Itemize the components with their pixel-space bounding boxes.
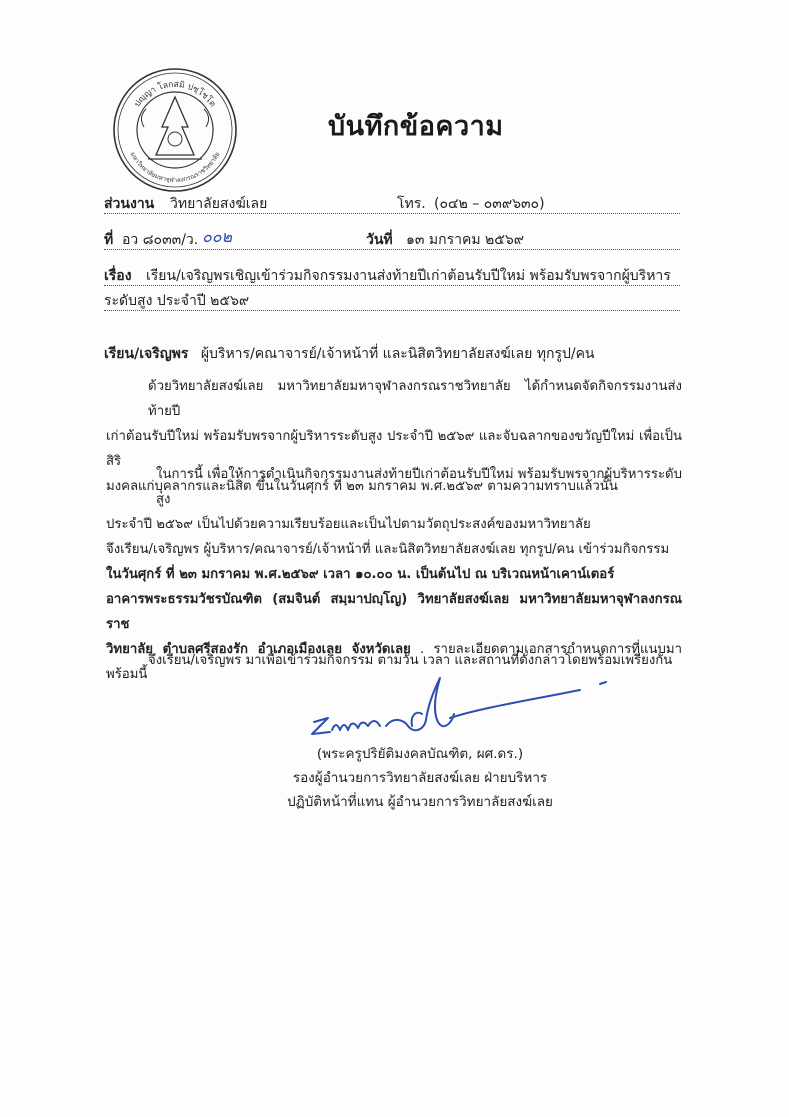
phone-label: โทร. (397, 196, 426, 212)
signatory-position: รองผู้อำนวยการวิทยาลัยสงฆ์เลย ฝ่ายบริหาร (292, 770, 548, 786)
date-value: ๑๓ มกราคม ๒๕๖๙ (406, 232, 525, 248)
department-row (104, 193, 680, 214)
location-text: วิทยาลัย ตำบลศรีสองรัก อำเภอเมืองเลย จังหวัดเลย (106, 642, 411, 657)
para1-line: ด้วยวิทยาลัยสงฆ์เลย มหาวิทยาลัยมหาจุฬาลงกรณราชวิทยาลัย ได้กำหนดจัดกิจกรรมงานส่งท้ายปี (148, 379, 682, 419)
signatory-acting-position: ปฏิบัติหน้าที่แทน ผู้อำนวยการวิทยาลัยสงฆ์เลย (287, 794, 553, 810)
subject-row (104, 265, 680, 286)
signature-block (270, 742, 570, 814)
para2-line: จึงเรียน/เจริญพร ผู้บริหาร/คณาจารย์/เจ้าหน้าที่ และนิสิตวิทยาลัยสงฆ์เลย ทุกรูป/คน เข้าร่วมกิจกรรม (106, 542, 670, 557)
subject-label: เรื่อง (104, 268, 132, 284)
svg-text:ปญฺญา โลกสมิ ปชฺโชโต (133, 80, 218, 109)
para2-line-bold: ในวันศุกร์ ที่ ๒๓ มกราคม พ.ศ.๒๕๖๙ เวลา ๑๐.๐๐ น. เป็นต้นไป ณ บริเวณหน้าเคาน์เตอร์ (106, 567, 615, 582)
recipient-row (104, 343, 595, 365)
recipient-value: ผู้บริหาร/คณาจารย์/เจ้าหน้าที่ และนิสิตวิทยาลัยสงฆ์เลย ทุกรูป/คน (200, 346, 595, 362)
page-title: บันทึกข้อความ (328, 111, 504, 142)
seal-motto: ปญฺญา โลกสมิ ปชฺโชโต (132, 79, 218, 110)
phone-value: (๐๔๒ – ๐๓๙๖๓๐) (434, 196, 545, 212)
reference-value: อว ๘๐๓๓/ว. (122, 232, 199, 248)
subject-line-2: ระดับสูง ประจำปี ๒๕๖๙ (104, 293, 250, 309)
subject-line-1: เรียน/เจริญพรเชิญเข้าร่วมกิจกรรมงานส่งท้ายปีเก่าต้อนรับปีใหม่ พร้อมรับพรจากผู้บริหาร (146, 268, 671, 284)
department-label: ส่วนงาน (104, 196, 155, 212)
closing-line: จึงเรียน/เจริญพร มาเพื่อเข้าร่วมกิจกรรม ตามวัน เวลา และสถานที่ดังกล่าวโดยพร้อมเพรียงกัน (148, 653, 673, 668)
reference-row (104, 229, 680, 250)
signatory-name: (พระครูปริยัติมงคลบัณฑิต, ผศ.ดร.) (316, 746, 524, 762)
para2-line-bold: อาคารพระธรรมวัชรบัณฑิต (สมจินต์ สมฺมาปญฺโญ) วิทยาลัยสงฆ์เลย มหาวิทยาลัยมหาจุฬาลงกรณราช (106, 592, 682, 632)
para2-line: ประจำปี ๒๕๖๙ เป็นไปด้วยความเรียบร้อยและเป็นไปตามวัตถุประสงค์ของมหาวิทยาลัย (106, 517, 591, 532)
attachment-note: . รายละเอียดตามเอกสารกำหนดการที่แนบมาพร้อมนี้ (106, 642, 682, 682)
recipient-label: เรียน/เจริญพร (104, 346, 189, 362)
department-value: วิทยาลัยสงฆ์เลย (170, 196, 268, 212)
para1-line: เก่าต้อนรับปีใหม่ พร้อมรับพรจากผู้บริหารระดับสูง ประจำปี ๒๕๖๙ และจับฉลากของขวัญปีใหม่ เพื่อเป็นสิริ (106, 429, 682, 469)
university-seal (112, 67, 238, 193)
subject-row-2 (104, 290, 680, 311)
seal-name: มหาวิทยาลัยมหาจุฬาลงกรณราชวิทยาลัย (128, 151, 222, 185)
date-label: วันที่ (366, 232, 393, 248)
reference-handwritten-number: ๐๐๒ (202, 227, 233, 246)
para2-line: ในการนี้ เพื่อให้การดำเนินกิจกรรมงานส่งท้ายปีเก่าต้อนรับปีใหม่ พร้อมรับพรจากผู้บริหารระดับสูง (156, 467, 682, 507)
para1-line: มงคลแก่บุคลากรและนิสิต ขึ้นในวันศุกร์ ที่ ๒๓ มกราคม พ.ศ.๒๕๖๙ ตามความทราบแล้วนั้น (106, 479, 618, 494)
reference-label: ที่ (104, 232, 114, 248)
